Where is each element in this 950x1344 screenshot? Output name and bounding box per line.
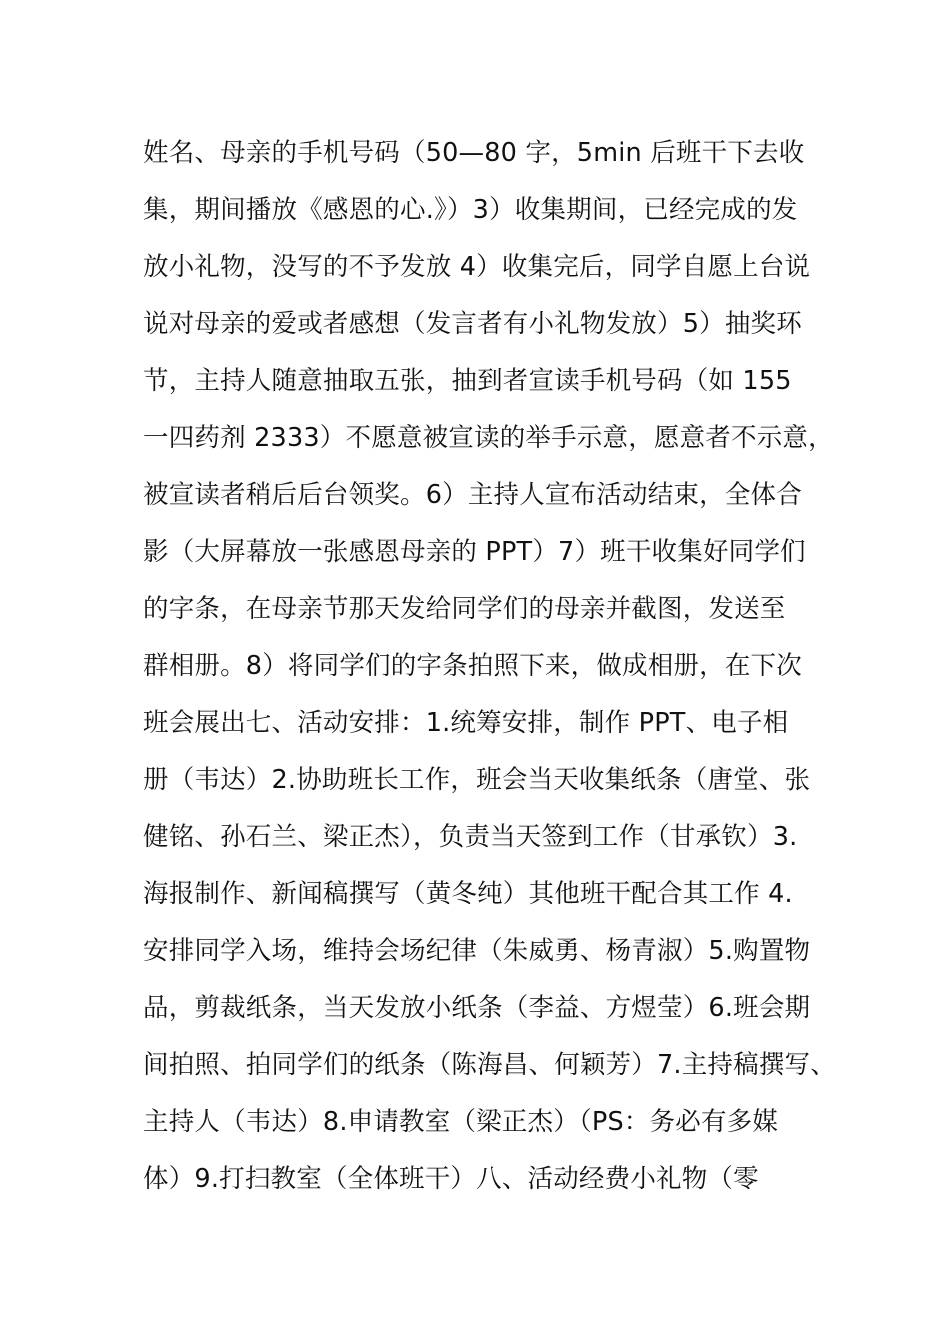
text-line: 班会展出七、活动安排：1.统筹安排，制作 PPT、电子相 — [143, 708, 789, 738]
text-line: 集，期间播放《感恩的心.》）3）收集期间，已经完成的发 — [143, 195, 798, 225]
text-line: 影（大屏幕放一张感恩母亲的 PPT）7）班干收集好同学们 — [143, 537, 806, 567]
text-line: 放小礼物，没写的不予发放 4）收集完后，同学自愿上台说 — [143, 252, 811, 282]
text-line: 一四药剂 2333）不愿意被宣读的举手示意，愿意者不示意， — [143, 423, 834, 453]
text-line: 健铭、孙石兰、梁正杰），负责当天签到工作（甘承钦）3. — [143, 822, 798, 852]
text-line: 被宣读者稍后后台领奖。6）主持人宣布活动结束，全体合 — [143, 480, 802, 510]
text-line: 间拍照、拍同学们的纸条（陈海昌、何颖芳）7.主持稿撰写、 — [143, 1050, 836, 1080]
text-line: 群相册。8）将同学们的字条拍照下来，做成相册，在下次 — [143, 651, 802, 681]
text-line: 品，剪裁纸条，当天发放小纸条（李益、方煜莹）6.班会期 — [143, 993, 811, 1023]
text-line: 节，主持人随意抽取五张，抽到者宣读手机号码（如 155 — [143, 366, 792, 396]
text-line: 的字条，在母亲节那天发给同学们的母亲并截图，发送至 — [143, 594, 786, 624]
body-text — [143, 125, 843, 1208]
text-line: 主持人（韦达）8.申请教室（梁正杰）（PS：务必有多媒 — [143, 1107, 779, 1137]
text-line: 姓名、母亲的手机号码（50—80 字，5min 后班干下去收 — [143, 138, 805, 168]
text-line: 说对母亲的爱或者感想（发言者有小礼物发放）5）抽奖环 — [143, 309, 802, 339]
text-line: 册（韦达）2.协助班长工作，班会当天收集纸条（唐堂、张 — [143, 765, 811, 795]
text-line: 体）9.打扫教室（全体班干）八、活动经费小礼物（零 — [143, 1164, 759, 1194]
text-line: 海报制作、新闻稿撰写（黄冬纯）其他班干配合其工作 4. — [143, 879, 793, 909]
text-line: 安排同学入场，维持会场纪律（朱威勇、杨青淑）5.购置物 — [143, 936, 811, 966]
